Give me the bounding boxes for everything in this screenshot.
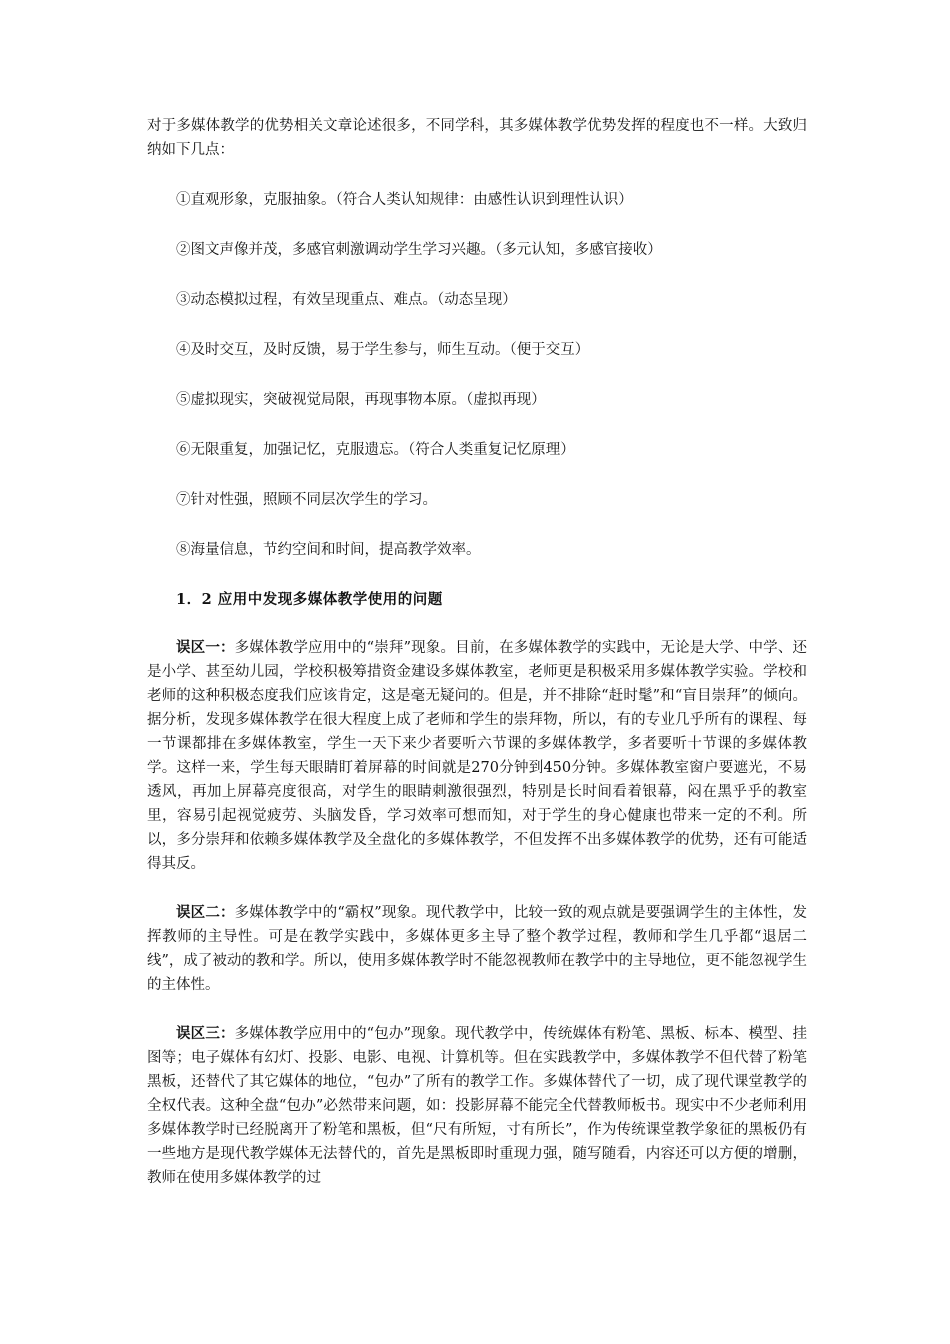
advantages-list (147, 188, 807, 562)
intro-paragraph: 对于多媒体教学的优势相关文章论述很多，不同学科，其多媒体教学优势发挥的程度也不一样。大致归纳如下几点： (147, 118, 807, 158)
error-label-1: 误区一： (176, 639, 235, 656)
error-text-3: 多媒体教学应用中的“包办”现象。现代教学中，传统媒体有粉笔、黑板、标本、模型、挂图等；电子媒体有幻灯、投影、电影、电视、计算机等。但在实践教学中，多媒体教学不但代替了粉笔黑板，还替代了其它媒体的地位，“包办”了所有的教学工作。多媒体替代了一切，成了现代课堂教学的全权代表。这种全盘“包办”必然带来问题，如：投影屏幕不能完全代替教师板书。现实中不少老师利用多媒体教学时已经脱离开了粉笔和黑板，但“尺有所短，寸有所长”，作为传统课堂教学象征的黑板仍有一些地方是现代教学媒体无法替代的，首先是黑板即时重现力强，随写随看，内容还可以方便的增删，教师在使用多媒体教学的过 (147, 1026, 807, 1186)
error-text-2: 多媒体教学中的“霸权”现象。现代教学中，比较一致的观点就是要强调学生的主体性，发挥教师的主导性。可是在教学实践中，多媒体更多主导了整个教学过程，教师和学生几乎都“退居二线”，成了被动的教和学。所以，使用多媒体教学时不能忽视教师在教学中的主导地位，更不能忽视学生的主体性。 (147, 905, 807, 993)
error-paragraph-2 (147, 901, 807, 997)
advantage-item-2: ②图文声像并茂，多感官刺激调动学生学习兴趣。（多元认知，多感官接收） (176, 242, 662, 258)
advantage-item-7: ⑦针对性强，照顾不同层次学生的学习。 (176, 492, 437, 508)
advantage-item-1: ①直观形象，克服抽象。（符合人类认知规律：由感性认识到理性认识） (176, 192, 633, 208)
advantage-item-3: ③动态模拟过程，有效呈现重点、难点。（动态呈现） (176, 292, 517, 308)
error-text-1: 多媒体教学应用中的“崇拜”现象。目前，在多媒体教学的实践中，无论是大学、中学、还是小学、甚至幼儿园，学校积极筹措资金建设多媒体教室，老师更是积极采用多媒体教学实验。学校和老师的这种积极态度我们应该肯定，这是毫无疑问的。但是，并不排除“赶时髦”和“盲目崇拜”的倾向。据分析，发现多媒体教学在很大程度上成了老师和学生的崇拜物，所以，有的专业几乎所有的课程、每一节课都排在多媒体教室，学生一天下来少者要听六节课的多媒体教学，多者要听十节课的多媒体教学。这样一来，学生每天眼睛盯着屏幕的时间就是270分钟到450分钟。多媒体教室窗户要遮光，不易透风，再加上屏幕亮度很高，对学生的眼睛刺激很强烈，特别是长时间看着银幕，闷在黑乎乎的教室里，容易引起视觉疲劳、头脑发昏，学习效率可想而知，对于学生的身心健康也带来一定的不利。所以，多分崇拜和依赖多媒体教学及全盘化的多媒体教学，不但发挥不出多媒体教学的优势，还有可能适得其反。 (147, 640, 807, 872)
advantage-item-5: ⑤虚拟现实，突破视觉局限，再现事物本原。（虚拟再现） (176, 392, 546, 408)
section-heading: 1．2 应用中发现多媒体教学使用的问题 (176, 591, 443, 608)
error-paragraph-1 (147, 636, 807, 876)
error-paragraph-3 (147, 1022, 807, 1190)
advantage-item-8: ⑧海量信息，节约空间和时间，提高教学效率。 (176, 542, 481, 558)
document-page (147, 114, 807, 1215)
advantage-item-6: ⑥无限重复，加强记忆，克服遗忘。（符合人类重复记忆原理） (176, 442, 575, 458)
advantage-item-4: ④及时交互，及时反馈，易于学生参与，师生互动。（便于交互） (176, 342, 590, 358)
error-label-2: 误区二： (176, 904, 235, 921)
error-label-3: 误区三： (176, 1025, 235, 1042)
